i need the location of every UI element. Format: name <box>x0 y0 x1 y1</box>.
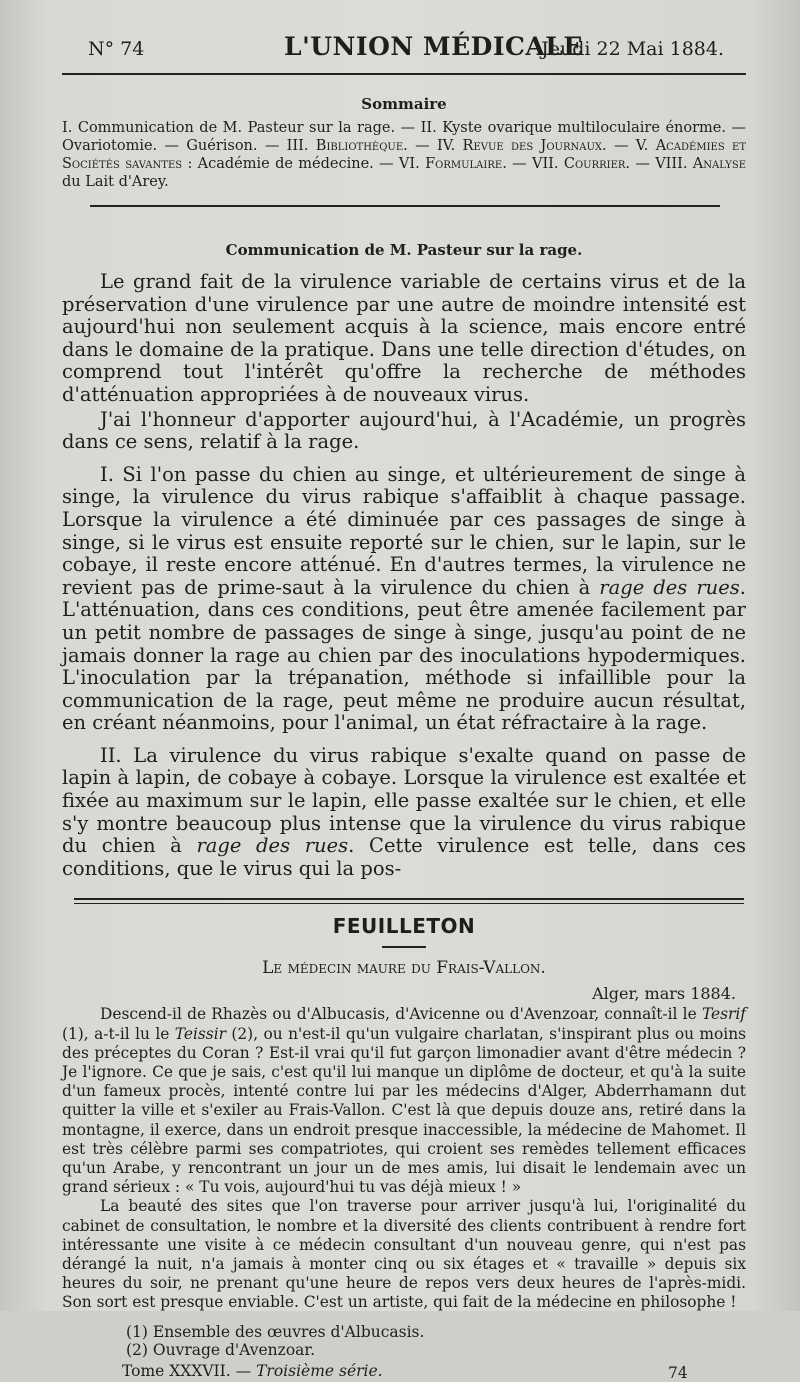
footnotes <box>62 1323 746 1359</box>
feuilleton-rule-thick <box>74 898 744 900</box>
feuilleton-paragraph-1 <box>62 1005 746 1197</box>
communication-section-1 <box>62 464 746 735</box>
tome-label: Tome XXXVII. — <box>122 1361 257 1380</box>
text-run: (1), a-t-il lu le <box>62 1024 175 1043</box>
page-header <box>62 32 746 72</box>
page-number: 74 <box>668 1363 688 1382</box>
communication-title: Communication de M. Pasteur sur la rage. <box>225 241 583 259</box>
sommaire-title: Sommaire <box>361 95 447 113</box>
tome-line <box>122 1362 383 1380</box>
feuilleton-body <box>62 1005 746 1312</box>
emphasis: rage des rues <box>599 575 740 599</box>
communication-paragraph-1: Le grand fait de la virulence variable de certains virus et de la préservation d'une virulence par une autre de moindre intensité est aujourd'hui non seulement acquis à la science, mais encore entré dans le domaine de la pratique. Dans une telle direction d'études, on comprend tout l'intérêt qu'offre la recherche de méthodes d'atténuation appropriées à de nouveaux virus. <box>62 270 746 406</box>
communication-section-2 <box>62 745 746 881</box>
text-run: . Cette virulence est telle, dans ces conditions, que le virus qui la pos- <box>62 834 746 880</box>
text-run: Descend-il de Rhazès ou d'Albucasis, d'Avicenne ou d'Avenzoar, connaît-il le <box>100 1005 702 1024</box>
sommaire-part: . — VII. <box>502 156 564 172</box>
issue-number: N° 74 <box>88 38 145 60</box>
sommaire-part: I. Communication de M. Pasteur sur la rage. — II. Kyste ovarique multiloculaire énorme. — Ovariotomie. — Guérison. — III. <box>62 120 746 154</box>
feuilleton-title: FEUILLETON <box>332 914 476 939</box>
footnote-1: (1) Ensemble des œuvres d'Albucasis. <box>126 1322 425 1341</box>
emphasis: Teissir <box>174 1024 226 1043</box>
header-rule <box>62 73 746 75</box>
sommaire-text <box>62 119 746 191</box>
page-footer <box>62 1362 746 1382</box>
sommaire-part: du Lait d'Arey. <box>62 174 169 190</box>
emphasis: Tesrif <box>701 1005 746 1024</box>
feuilleton-rule-thin <box>74 903 744 904</box>
text-run: I. Si l'on passe du chien au singe, et ultérieurement de singe à singe, la virulence du virus rabique s'affaiblit à chaque passage. Lorsque la virulence a été diminuée par ces passages de singe à singe, si le virus est ensuite reporté sur le chien, sur le lapin, sur le cobaye, il reste encore atténué. En d'autres termes, la virulence ne revient pas de prime-saut à la virulence du chien à <box>62 462 746 599</box>
text-run: (2), ou n'est-il qu'un vulgaire charlatan, s'inspirant plus ou moins des préceptes du Coran ? Est-il vrai qu'il fut garçon limonadier avant d'être médecin ? Je l'ignore. Ce que je sais, c'est qu'il lui manque un diplôme de docteur, et qu'à la suite d'un fameux procès, intenté contre lui par les médecins d'Alger, Abderrhamann dut quitter la ville et s'exiler au Frais-Vallon. C'est là que depuis douze ans, retiré dans la montagne, il exerce, dans un endroit presque inaccessible, la médecine de Mahomet. Il est très célèbre parmi ses compatriotes, qui croient ses remèdes tellement efficaces qu'un Arabe, y rencontrant un jour un de mes amis, lui disait le lendemain avec un grand sérieux : « Tu vois, aujourd'hui tu vas déjà mieux ! » <box>62 1024 747 1197</box>
sommaire-part: . — V. <box>602 138 656 154</box>
communication-paragraph-2: J'ai l'honneur d'apporter aujourd'hui, à l'Académie, un progrès dans ce sens, relatif à la rage. <box>62 407 746 454</box>
sommaire-formulaire: Formulaire <box>425 156 503 172</box>
sommaire-bibliotheque: Bibliothèque <box>315 138 404 154</box>
sommaire-analyse: Analyse <box>692 156 746 172</box>
sommaire-part: . — VIII. <box>625 156 693 172</box>
journal-title: L'UNION MÉDICALE <box>284 32 583 61</box>
emphasis: rage des rues <box>196 834 349 858</box>
sommaire-part: . — IV. <box>403 138 463 154</box>
issue-date: Jeudi 22 Mai 1884. <box>541 38 724 60</box>
text-run: . L'atténuation, dans ces conditions, peut être amenée facilement par un petit nombre de passages de singe à singe, jusqu'au point de ne jamais donner la rage au chien par des inoculations hypodermiques. L'inoculation par la trépanation, méthode si infaillible pour la communication de la rage, peut même ne produire aucun résultat, en créant néanmoins, pour l'animal, un état réfractaire à la rage. <box>62 575 746 735</box>
sommaire-courrier: Courrier <box>563 156 626 172</box>
feuilleton-paragraph-2: La beauté des sites que l'on traverse pour arriver jusqu'à lui, l'originalité du cabinet de consultation, le nombre et la diversité des clients contribuent à rendre fort intéressante une visite à ce médecin consultant d'un nouveau genre, qui n'est pas dérangé la nuit, n'a jamais à monter cinq ou six étages et « travaille » depuis six heures du soir, ne prenant qu'une heure de repos vers deux heures de l'après-midi. Son sort est presque enviable. C'est un artiste, qui fait de la médecine en philosophe ! <box>62 1197 746 1312</box>
sommaire-academies: Académies et Sociétés savantes <box>62 138 746 172</box>
feuilleton-short-rule <box>382 946 426 948</box>
serie-label: Troisième série. <box>256 1361 383 1380</box>
story-dateline: Alger, mars 1884. <box>592 984 736 1004</box>
communication-body <box>62 271 746 880</box>
footnote-2: (2) Ouvrage d'Avenzoar. <box>126 1340 316 1359</box>
text-run: II. La virulence du virus rabique s'exalte quand on passe de lapin à lapin, de cobaye à cobaye. Lorsque la virulence est exaltée et fixée au maximum sur le lapin, elle passe exaltée sur le chien, et elle s'y montre beaucoup plus intense que la virulence du virus rabique du chien à <box>62 743 746 858</box>
sommaire-revue: Revue des Journaux <box>462 138 603 154</box>
sommaire-rule <box>90 205 720 207</box>
page-content <box>62 32 746 1382</box>
story-title: Le médecin maure du Frais-Vallon. <box>262 958 546 979</box>
sommaire-part: : Académie de médecine. — VI. <box>182 156 426 172</box>
